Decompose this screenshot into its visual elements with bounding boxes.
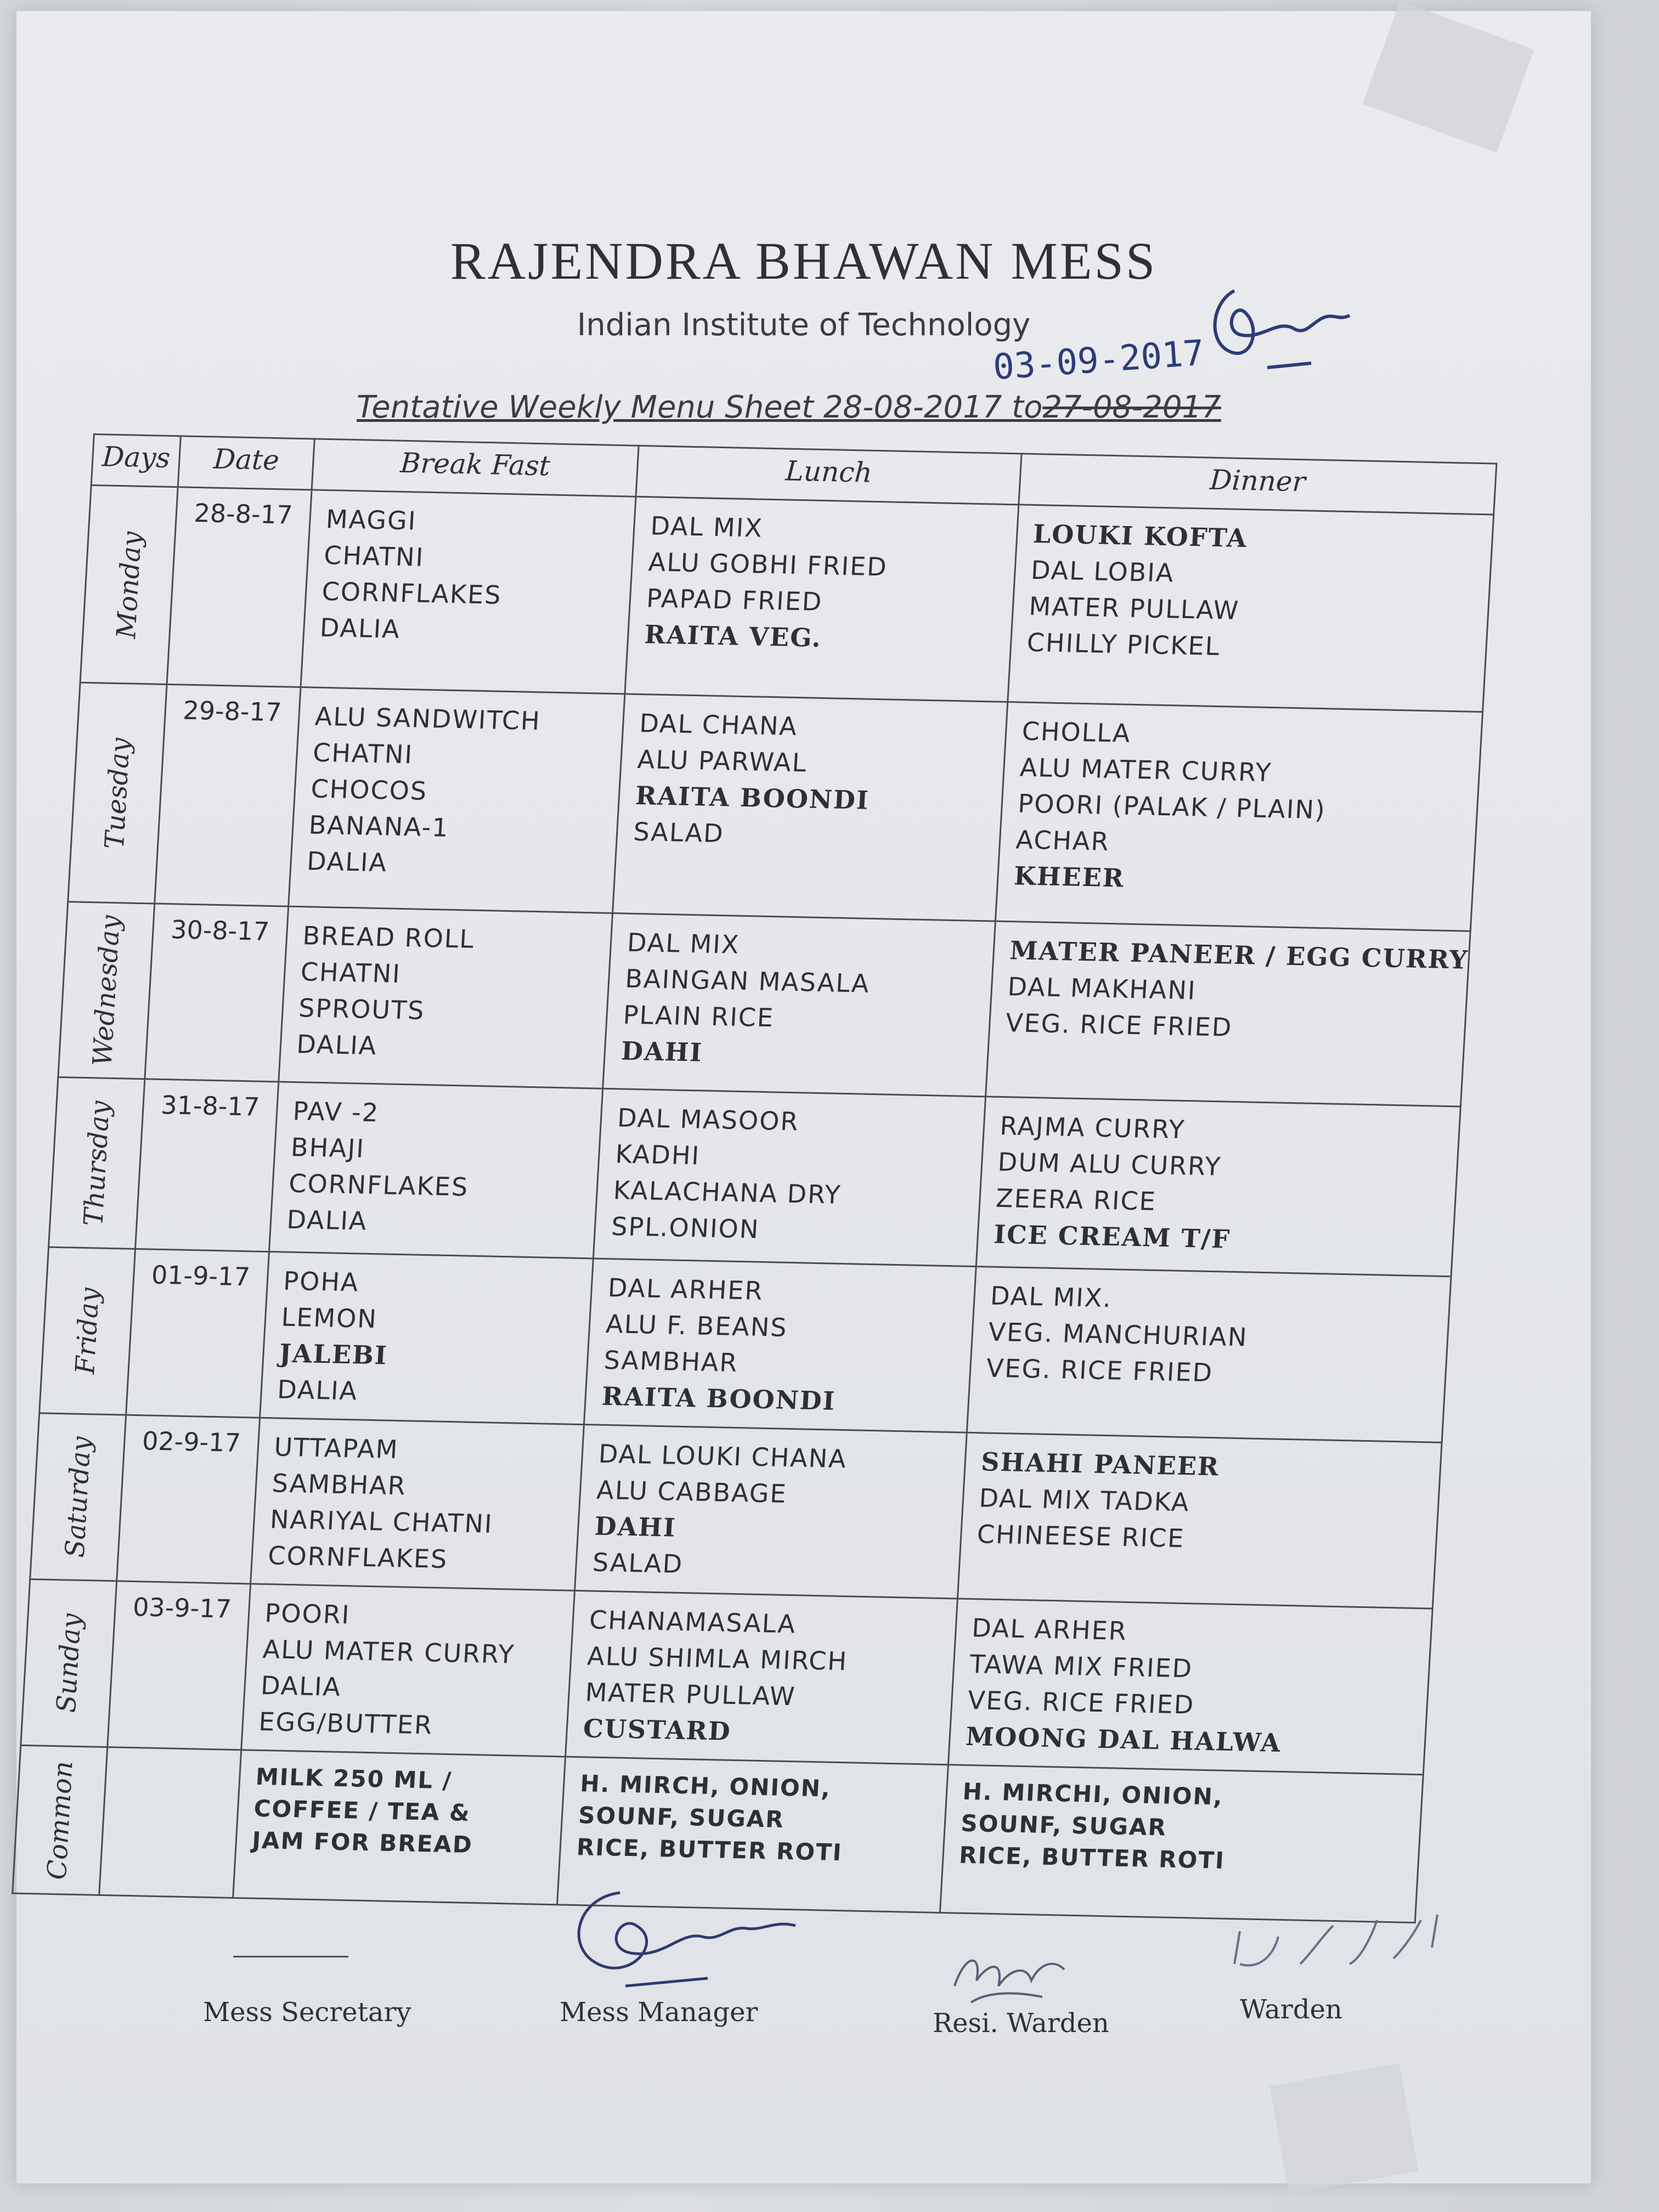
dinner-item: TAWA MIX FRIED bbox=[969, 1649, 1194, 1684]
dinner-cell bbox=[1007, 505, 1493, 712]
mess-secretary-sign-line bbox=[233, 1956, 348, 1957]
breakfast-cell bbox=[259, 1252, 593, 1425]
lunch-cell bbox=[584, 1259, 976, 1432]
day-cell bbox=[30, 1413, 126, 1581]
lunch-item: ALU CABBAGE bbox=[595, 1475, 788, 1509]
lunch-item: RAITA BOONDI bbox=[634, 780, 870, 815]
resi-warden-signature-icon bbox=[938, 1931, 1081, 2019]
breakfast-item: DALIA bbox=[276, 1374, 359, 1406]
dinner-item: ACHAR bbox=[1015, 825, 1111, 856]
common-dinner-item: RICE, BUTTER ROTI bbox=[958, 1841, 1226, 1874]
breakfast-item: MAGGI bbox=[325, 504, 417, 536]
lunch-item: BAINGAN MASALA bbox=[624, 963, 871, 998]
breakfast-item: ALU MATER CURRY bbox=[262, 1634, 516, 1669]
lunch-item: DAL MIX bbox=[650, 511, 764, 543]
date-cell: 02-9-17 bbox=[117, 1415, 259, 1584]
page-subtitle: Indian Institute of Technology bbox=[577, 307, 1031, 343]
lunch-item: DAL MASOOR bbox=[616, 1103, 800, 1137]
lunch-item: PLAIN RICE bbox=[622, 1000, 775, 1033]
common-dinner-cell bbox=[940, 1765, 1423, 1923]
table-body bbox=[13, 485, 1494, 1922]
breakfast-item: DALIA bbox=[259, 1670, 342, 1702]
breakfast-item: POORI bbox=[264, 1598, 351, 1630]
lunch-item: ALU PARWAL bbox=[636, 744, 808, 778]
resi-warden-label: Resi. Warden bbox=[933, 2008, 1109, 2039]
handwritten-date: 03-09-2017 bbox=[991, 332, 1206, 388]
dinner-item: ALU MATER CURRY bbox=[1019, 752, 1273, 788]
breakfast-item: SPROUTS bbox=[297, 993, 426, 1025]
breakfast-item: DALIA bbox=[319, 612, 402, 644]
table-row bbox=[80, 485, 1494, 712]
top-signature-icon bbox=[1201, 269, 1366, 390]
tape-bottom-right bbox=[1269, 2063, 1418, 2194]
table-row bbox=[58, 902, 1470, 1107]
breakfast-item: BHAJI bbox=[290, 1132, 366, 1164]
date-cell: 31-8-17 bbox=[136, 1079, 278, 1252]
breakfast-item: SAMBHAR bbox=[271, 1468, 408, 1501]
date-cell: 01-9-17 bbox=[126, 1249, 269, 1418]
menu-heading bbox=[357, 390, 1221, 425]
day-cell bbox=[80, 485, 178, 684]
mess-secretary-label: Mess Secretary bbox=[203, 1997, 411, 2028]
dinner-item: VEG. MANCHURIAN bbox=[988, 1317, 1249, 1352]
lunch-item: CUSTARD bbox=[582, 1713, 732, 1746]
date-cell: 28-8-17 bbox=[167, 487, 312, 687]
date-cell-common bbox=[99, 1747, 241, 1898]
common-breakfast-cell bbox=[233, 1750, 566, 1905]
breakfast-cell bbox=[241, 1584, 574, 1757]
dinner-item: CHINEESE RICE bbox=[976, 1519, 1186, 1554]
common-breakfast-item: COFFEE / TEA & bbox=[253, 1795, 472, 1826]
day-cell bbox=[58, 902, 155, 1079]
lunch-item: ALU SHIMLA MIRCH bbox=[586, 1641, 849, 1677]
day-cell bbox=[40, 1247, 136, 1415]
dinner-item: KHEER bbox=[1013, 861, 1126, 893]
common-lunch-item: RICE, BUTTER ROTI bbox=[575, 1833, 843, 1866]
header-dinner: Dinner bbox=[1018, 454, 1496, 515]
dinner-item: DAL MAKHANI bbox=[1007, 972, 1197, 1006]
day-label: Tuesday bbox=[99, 737, 136, 849]
breakfast-item: CHATNI bbox=[300, 957, 402, 989]
dinner-item: ZEERA RICE bbox=[995, 1183, 1158, 1216]
breakfast-item: CORNFLAKES bbox=[321, 576, 503, 610]
breakfast-item: UTTAPAM bbox=[273, 1432, 400, 1465]
dinner-item: ICE CREAM T/F bbox=[993, 1219, 1232, 1254]
dinner-item: RAJMA CURRY bbox=[999, 1110, 1186, 1144]
table-row bbox=[68, 682, 1483, 931]
common-lunch-item: H. MIRCH, ONION, bbox=[579, 1770, 832, 1802]
lunch-item: DAL LOUKI CHANA bbox=[597, 1438, 848, 1474]
breakfast-item: POHA bbox=[283, 1266, 360, 1297]
dinner-item: DAL MIX. bbox=[989, 1280, 1113, 1313]
menu-sheet bbox=[16, 11, 1591, 2183]
dinner-item: MATER PANEER / EGG CURRY bbox=[1009, 935, 1469, 975]
lunch-item: CHANAMASALA bbox=[588, 1605, 797, 1639]
common-dinner-item: H. MIRCHI, ONION, bbox=[962, 1778, 1224, 1810]
dinner-item: CHOLLA bbox=[1021, 716, 1132, 748]
dinner-cell bbox=[967, 1267, 1451, 1443]
breakfast-item: CHOCOS bbox=[310, 774, 428, 806]
dinner-item: DUM ALU CURRY bbox=[997, 1147, 1222, 1182]
breakfast-item: ALU SANDWITCH bbox=[314, 701, 542, 736]
date-cell: 03-9-17 bbox=[108, 1581, 250, 1750]
menu-heading-prefix: Tentative Weekly Menu Sheet 28-08-2017 to bbox=[357, 390, 1043, 425]
header-days: Days bbox=[91, 435, 181, 487]
header-breakfast: Break Fast bbox=[312, 439, 639, 496]
breakfast-cell bbox=[269, 1082, 603, 1259]
menu-heading-struck-date: 27-08-2017 bbox=[1042, 390, 1221, 425]
day-label: Wednesday bbox=[87, 915, 126, 1066]
mess-manager-label: Mess Manager bbox=[560, 1997, 758, 2028]
day-label: Monday bbox=[110, 531, 148, 639]
lunch-item: RAITA VEG. bbox=[644, 619, 823, 653]
lunch-item: PAPAD FRIED bbox=[645, 583, 823, 617]
common-lunch-item: SOUNF, SUGAR bbox=[577, 1802, 786, 1833]
breakfast-item: EGG/BUTTER bbox=[258, 1706, 434, 1740]
day-cell bbox=[49, 1077, 145, 1249]
breakfast-item: PAV -2 bbox=[292, 1096, 380, 1128]
lunch-cell bbox=[603, 913, 995, 1097]
day-cell-common bbox=[13, 1745, 108, 1895]
breakfast-item: CORNFLAKES bbox=[267, 1541, 449, 1574]
day-label-common: Common bbox=[41, 1760, 79, 1880]
warden-label: Warden bbox=[1240, 1994, 1342, 2025]
dinner-item: MATER PULLAW bbox=[1028, 591, 1240, 625]
page-title: RAJENDRA BHAWAN MESS bbox=[450, 232, 1158, 290]
lunch-cell bbox=[594, 1088, 986, 1266]
dinner-item: VEG. RICE FRIED bbox=[1005, 1008, 1233, 1042]
breakfast-item: DALIA bbox=[306, 846, 388, 878]
breakfast-item: NARIYAL CHATNI bbox=[269, 1504, 494, 1539]
breakfast-cell bbox=[301, 490, 636, 694]
lunch-item: KADHI bbox=[614, 1139, 701, 1171]
dinner-item: DAL LOBIA bbox=[1030, 555, 1175, 588]
dinner-item: POORI (PALAK / PLAIN) bbox=[1017, 788, 1327, 825]
breakfast-cell bbox=[250, 1418, 584, 1590]
common-dinner-item: SOUNF, SUGAR bbox=[960, 1809, 1168, 1841]
dinner-item: VEG. RICE FRIED bbox=[985, 1353, 1214, 1388]
table-row bbox=[30, 1413, 1442, 1609]
dinner-cell bbox=[995, 702, 1483, 932]
lunch-item: ALU GOBHI FRIED bbox=[647, 547, 889, 582]
dinner-item: DAL ARHER bbox=[970, 1613, 1128, 1646]
mess-manager-signature-icon bbox=[554, 1876, 828, 1997]
lunch-item: DAL CHANA bbox=[639, 708, 799, 741]
lunch-item: DAL ARHER bbox=[607, 1273, 764, 1306]
breakfast-item: DALIA bbox=[286, 1204, 369, 1236]
lunch-item: KALACHANA DRY bbox=[612, 1175, 842, 1210]
lunch-cell bbox=[625, 496, 1018, 702]
lunch-item: MATER PULLAW bbox=[584, 1677, 797, 1712]
lunch-cell bbox=[566, 1590, 957, 1764]
date-cell: 30-8-17 bbox=[145, 904, 288, 1082]
breakfast-cell bbox=[278, 906, 612, 1088]
header-lunch: Lunch bbox=[636, 445, 1021, 505]
lunch-item: DAHI bbox=[594, 1511, 677, 1543]
table-row bbox=[49, 1077, 1461, 1276]
date-cell: 29-8-17 bbox=[155, 684, 300, 906]
breakfast-item: CHATNI bbox=[312, 737, 414, 770]
breakfast-item: BREAD ROLL bbox=[302, 921, 476, 954]
lunch-item: SALAD bbox=[591, 1547, 684, 1579]
lunch-item: RAITA BOONDI bbox=[601, 1381, 837, 1416]
day-label: Sunday bbox=[50, 1613, 87, 1713]
lunch-cell bbox=[575, 1425, 967, 1599]
lunch-item: ALU F. BEANS bbox=[605, 1308, 788, 1342]
dinner-item: MOONG DAL HALWA bbox=[964, 1721, 1282, 1758]
day-label: Saturday bbox=[59, 1436, 97, 1558]
breakfast-item: CORNFLAKES bbox=[287, 1168, 470, 1202]
breakfast-item: CHATNI bbox=[323, 540, 425, 572]
lunch-item: SAMBHAR bbox=[603, 1345, 739, 1378]
dinner-cell bbox=[957, 1432, 1442, 1609]
day-label: Friday bbox=[69, 1287, 105, 1375]
lunch-item: DAHI bbox=[620, 1036, 704, 1068]
dinner-item: DAL MIX TADKA bbox=[978, 1483, 1191, 1517]
tape-top-right bbox=[1363, 1, 1534, 153]
lunch-item: SALAD bbox=[633, 816, 725, 849]
day-label: Thursday bbox=[78, 1100, 116, 1226]
breakfast-item: BANANA-1 bbox=[308, 810, 450, 843]
weekly-menu-table bbox=[12, 433, 1497, 1923]
breakfast-item: DALIA bbox=[296, 1029, 378, 1061]
dinner-cell bbox=[985, 921, 1470, 1107]
breakfast-item: LEMON bbox=[280, 1302, 379, 1334]
lunch-cell bbox=[613, 694, 1008, 921]
dinner-item: CHILLY PICKEL bbox=[1026, 627, 1221, 662]
dinner-cell bbox=[948, 1599, 1432, 1775]
dinner-item: LOUKI KOFTA bbox=[1032, 518, 1249, 554]
common-breakfast-item: MILK 250 ML / bbox=[255, 1763, 453, 1795]
table-row bbox=[40, 1247, 1451, 1442]
day-cell bbox=[68, 682, 167, 904]
lunch-item: SPL.ONION bbox=[610, 1211, 760, 1244]
breakfast-cell bbox=[288, 687, 625, 913]
header-date: Date bbox=[178, 436, 314, 490]
dinner-cell bbox=[976, 1097, 1461, 1277]
common-breakfast-item: JAM FOR BREAD bbox=[251, 1826, 474, 1859]
dinner-item: VEG. RICE FRIED bbox=[967, 1685, 1195, 1720]
day-cell bbox=[21, 1579, 117, 1747]
table-row bbox=[21, 1579, 1432, 1775]
breakfast-item: JALEBI bbox=[278, 1338, 388, 1370]
lunch-item: DAL MIX bbox=[626, 927, 741, 960]
warden-signature-icon bbox=[1212, 1904, 1465, 1997]
dinner-item: SHAHI PANEER bbox=[980, 1447, 1221, 1482]
